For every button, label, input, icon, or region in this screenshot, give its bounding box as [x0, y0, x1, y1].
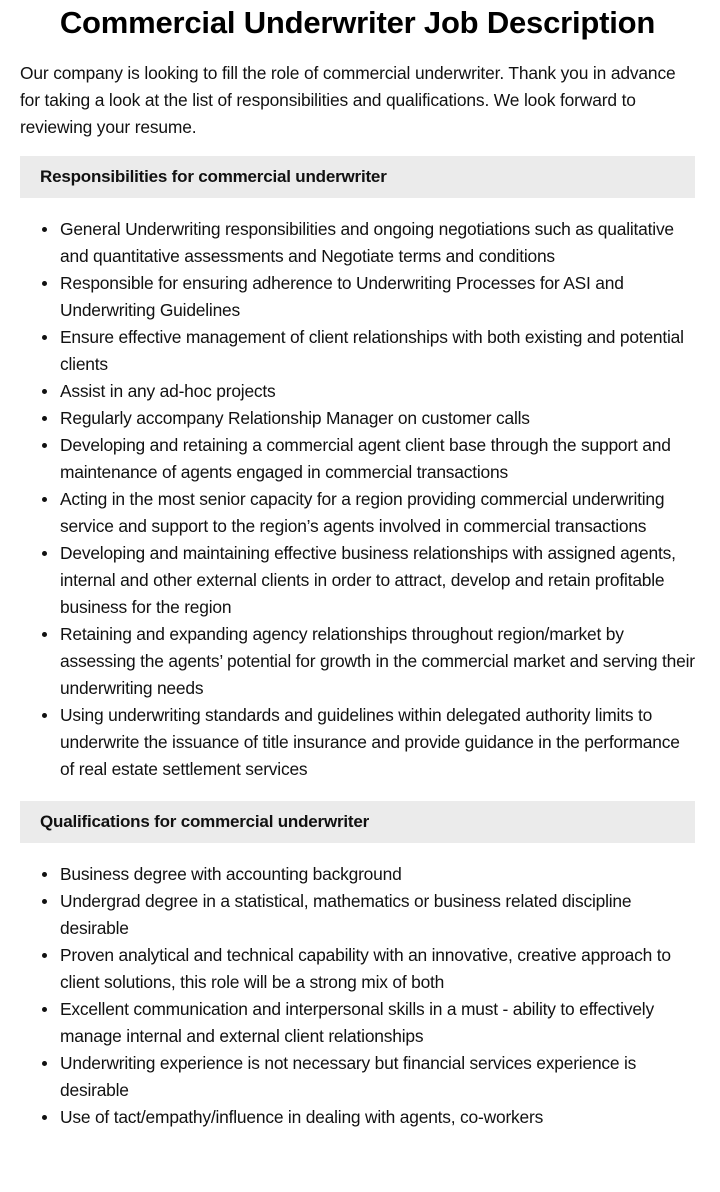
list-item: Retaining and expanding agency relationships throughout region/market by assessing the agents’ potential for growth in the commercial market and serving their underwriting needs: [60, 621, 695, 702]
list-item: Excellent communication and interpersonal skills in a must - ability to effectively manage internal and external client relationships: [60, 996, 695, 1050]
list-item: General Underwriting responsibilities and ongoing negotiations such as qualitative and quantitative assessments and Negotiate terms and conditions: [60, 216, 695, 270]
list-item: Regularly accompany Relationship Manager on customer calls: [60, 405, 695, 432]
list-item: Underwriting experience is not necessary but financial services experience is desirable: [60, 1050, 695, 1104]
intro-paragraph: Our company is looking to fill the role of commercial underwriter. Thank you in advance for taking a look at the list of responsibilities and qualifications. We look forward to reviewing your resume.: [20, 63, 676, 137]
qualifications-heading: Qualifications for commercial underwriter: [20, 801, 695, 843]
list-item: Business degree with accounting background: [60, 861, 695, 888]
list-item: Undergrad degree in a statistical, mathematics or business related discipline desirable: [60, 888, 695, 942]
qualifications-list: [20, 861, 695, 1131]
list-item: Assist in any ad-hoc projects: [60, 378, 695, 405]
list-item: Developing and retaining a commercial agent client base through the support and maintenance of agents engaged in commercial transactions: [60, 432, 695, 486]
list-item: Responsible for ensuring adherence to Underwriting Processes for ASI and Underwriting Guidelines: [60, 270, 695, 324]
page-title: Commercial Underwriter Job Description: [59, 5, 656, 40]
list-item: Ensure effective management of client relationships with both existing and potential clients: [60, 324, 695, 378]
list-item: Acting in the most senior capacity for a region providing commercial underwriting service and support to the region’s agents involved in commercial transactions: [60, 486, 695, 540]
list-item: Proven analytical and technical capability with an innovative, creative approach to client solutions, this role will be a strong mix of both: [60, 942, 695, 996]
responsibilities-heading: Responsibilities for commercial underwriter: [20, 156, 695, 198]
list-item: Using underwriting standards and guidelines within delegated authority limits to underwrite the issuance of title insurance and provide guidance in the performance of real estate settlement services: [60, 702, 695, 783]
list-item: Use of tact/empathy/influence in dealing with agents, co-workers: [60, 1104, 695, 1131]
list-item: Developing and maintaining effective business relationships with assigned agents, internal and other external clients in order to attract, develop and retain profitable business for the region: [60, 540, 695, 621]
responsibilities-list: [20, 216, 695, 783]
